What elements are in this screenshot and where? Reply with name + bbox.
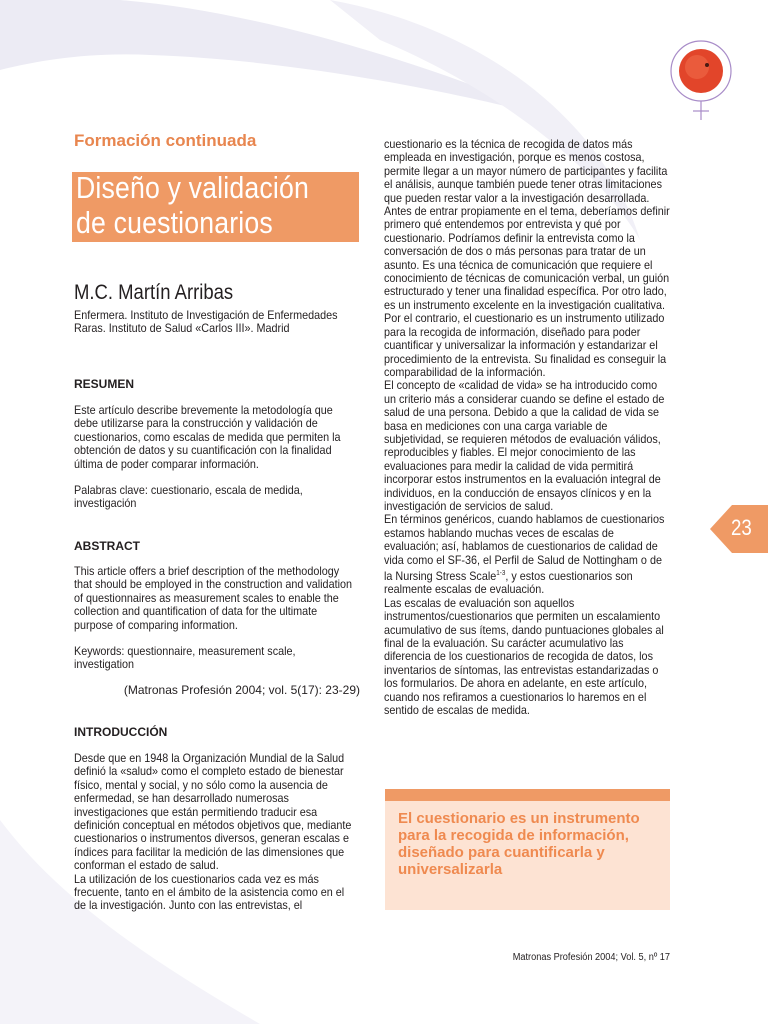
resumen-heading: RESUMEN bbox=[74, 377, 135, 391]
introduccion-p1: Desde que en 1948 la Organización Mundial de la Salud definió la «salud» como el completo estado de bienestar físico, mental y social, y no sólo como la ausencia de enfermedad, se han desarrollado numerosas investigaciones que están permitiendo traducir esa definición conceptual en métodos objetivos que, mediante cuestionarios o instrumentos diversos, generan escalas e índices para facilitar la medición de las dimensiones que conforman el estado de salud. bbox=[74, 751, 352, 873]
article-title bbox=[76, 170, 319, 240]
title-line-1: Diseño y validación bbox=[76, 170, 309, 205]
female-symbol-egg-logo-icon bbox=[666, 40, 736, 122]
right-p3: Por el contrario, el cuestionario es un instrumento utilizado para la recogida de información, diseñado para poder cuantificar y universalizar la información y estandarizar el procedimiento de la entrevista. Su finalidad es conseguir la comparabilidad de la información. bbox=[384, 311, 667, 379]
affiliation: Enfermera. Instituto de Investigación de Enfermedades Raras. Instituto de Salud «Carlos III». Madrid bbox=[74, 308, 338, 336]
citation: (Matronas Profesión 2004; vol. 5(17): 23-29) bbox=[123, 683, 360, 697]
right-p6: Las escalas de evaluación son aquellos instrumentos/cuestionarios que permiten un escalamiento acumulativo de sus ítems, dando puntuaciones globales al final de la evaluación. Su carácter acumulativo las diferencia de los cuestionarios de recogida de datos, los inventarios de síntomas, las entrevistas estandarizadas o los formularios. De ahora en adelante, en este artículo, cuando nos refiramos a cuestionarios lo haremos en el sentido de escalas de medida. bbox=[384, 595, 664, 718]
right-p5-b: , y estos cuestionarios son realmente escalas de evaluación. bbox=[384, 569, 633, 597]
reference-superscript: 1-3 bbox=[496, 570, 506, 577]
abstract-block bbox=[74, 565, 388, 672]
introduccion-block bbox=[74, 752, 388, 913]
abstract-text: This article offers a brief description of the methodology that should be employed in the construction and validation of questionnaires as measurement scales to enable the collection and quantification of data for the ultimate purpose of comparing information. bbox=[74, 564, 352, 632]
abstract-heading: ABSTRACT bbox=[74, 539, 140, 553]
resumen-text: Este artículo describe brevemente la metodología que debe utilizarse para la construcción y validación de cuestionarios, como escalas de medida que permiten la obtención de datos y su cuantificación con la finalidad última de poder comparar información. bbox=[74, 403, 341, 471]
resumen-keywords: Palabras clave: cuestionario, escala de medida, investigación bbox=[74, 483, 303, 511]
resumen-block bbox=[74, 404, 388, 511]
section-tag: Formación continuada bbox=[74, 131, 257, 150]
abstract-keywords: Keywords: questionnaire, measurement scale, investigation bbox=[74, 644, 296, 672]
author-name: M.C. Martín Arribas bbox=[74, 281, 234, 304]
affiliation-block bbox=[74, 309, 388, 336]
introduccion-heading: INTRODUCCIÓN bbox=[74, 725, 168, 739]
right-p4: El concepto de «calidad de vida» se ha introducido como un criterio más a considerar cuando se define el estado de salud de una persona. Debido a que la calidad de vida se basa en mediciones con una carga variable de subjetividad, se requieren métodos de evaluación válidos, reproducibles y fiables. El mejor conocimiento de las evaluaciones para medir la calidad de vida permitirá incorporar estos instrumentos en la evaluación integral de individuos, en la conducción de ensayos clínicos y en la investigación de servicios de salud. bbox=[384, 378, 665, 513]
footer-citation: Matronas Profesión 2004; Vol. 5, nº 17 bbox=[512, 952, 670, 963]
right-p5-a: En términos genéricos, cuando hablamos de cuestionarios estamos hablando muchas veces de escalas de evaluación; así, hablamos de cuestionarios de calidad de vida como el SF-36, el Perfil de Salud de Nottingham o de la Nursing Stress Scale bbox=[384, 512, 665, 583]
pull-quote: El cuestionario es un instrumento para la recogida de información, diseñado para cuantificarla y universalizarla bbox=[398, 810, 640, 878]
title-line-2: de cuestionarios bbox=[76, 205, 273, 240]
citation-block bbox=[74, 684, 360, 697]
page-number: 23 bbox=[731, 515, 752, 540]
right-p2: Antes de entrar propiamente en el tema, deberíamos definir primero qué entendemos por entrevista y qué por cuestionario. Podríamos definir la entrevista como la conversación de dos o más personas para tratar de un asunto. Es una técnica de comunicación que requiere el conocimiento de técnicas de comunicación verbal, un guión estructurado y tener una finalidad específica. Por otro lado, es un instrumento excelente en la investigación cualitativa. bbox=[384, 204, 670, 312]
pull-quote-bar bbox=[385, 789, 670, 801]
right-p1: cuestionario es la técnica de recogida de datos más empleada en investigación, porque es menos costosa, permite llegar a un mayor número de participantes y facilita el análisis, aunque también puede tener otras limitaciones que pueden restar valor a la investigación desarrollada. bbox=[384, 137, 668, 205]
right-column-text bbox=[384, 138, 698, 717]
introduccion-p2: La utilización de los cuestionarios cada vez es más frecuente, tanto en el ámbito de la asistencia como en el de la investigación. Junto con las entrevistas, el bbox=[74, 871, 345, 913]
right-p5 bbox=[384, 513, 670, 596]
